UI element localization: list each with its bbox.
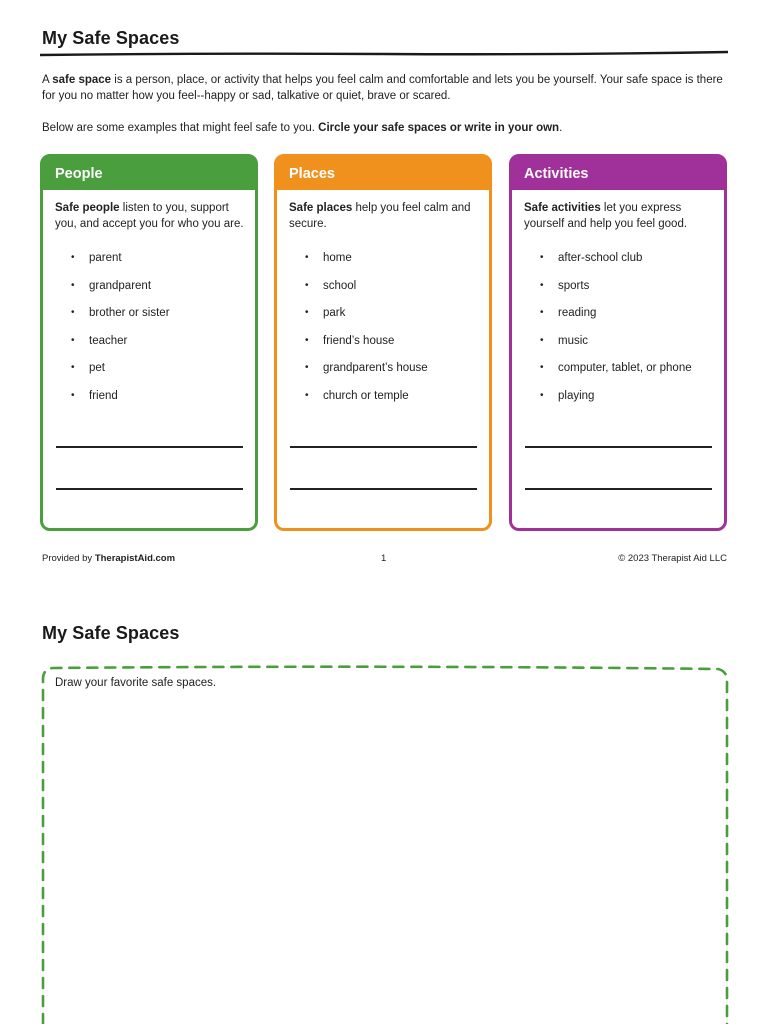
card-description-activities: Safe activities let you express yourself and help you feel good.: [524, 202, 688, 230]
intro-text: [42, 72, 730, 136]
write-in-line[interactable]: [56, 446, 243, 448]
card-header-people: People: [43, 157, 255, 190]
drawing-area[interactable]: [38, 663, 730, 1024]
list-item[interactable]: • parent: [71, 250, 255, 278]
write-in-line[interactable]: [56, 488, 243, 490]
card-header-activities: Activities: [512, 157, 724, 190]
list-item[interactable]: • home: [305, 250, 489, 278]
list-item[interactable]: • brother or sister: [71, 305, 255, 333]
footer-provided-by: Provided by TherapistAid.com: [42, 553, 176, 564]
list-item[interactable]: • reading: [540, 305, 724, 333]
list-item[interactable]: • sports: [540, 278, 724, 306]
write-in-line[interactable]: [525, 446, 712, 448]
list-item[interactable]: • playing: [540, 388, 724, 416]
list-item[interactable]: • pet: [71, 360, 255, 388]
list-activities: [512, 250, 724, 415]
list-item[interactable]: • friend: [71, 388, 255, 416]
list-item[interactable]: • friend’s house: [305, 333, 489, 361]
intro-paragraph-1: A safe space is a person, place, or activity that helps you feel calm and comfortable and lets you be yourself. Your safe space is there for you no matter how you feel--happy or sad, talkative or quiet, brave or scared.: [42, 74, 723, 102]
list-item[interactable]: • teacher: [71, 333, 255, 361]
card-description-places: Safe places help you feel calm and secure.: [289, 202, 471, 230]
list-item[interactable]: • grandparent: [71, 278, 255, 306]
list-item[interactable]: • church or temple: [305, 388, 489, 416]
intro-paragraph-2: Below are some examples that might feel safe to you. Circle your safe spaces or write in your own.: [42, 122, 563, 134]
page-number: 1: [381, 553, 387, 564]
card-activities: [509, 154, 727, 531]
card-places: [274, 154, 492, 531]
write-in-line[interactable]: [525, 488, 712, 490]
title-underline: [40, 50, 728, 58]
copyright: © 2023 Therapist Aid LLC: [618, 553, 727, 564]
card-description-people: Safe people listen to you, support you, and accept you for who you are.: [55, 202, 244, 230]
card-header-places: Places: [277, 157, 489, 190]
page-title-2: My Safe Spaces: [42, 623, 180, 643]
list-item[interactable]: • grandparent’s house: [305, 360, 489, 388]
list-item[interactable]: • school: [305, 278, 489, 306]
list-places: [277, 250, 489, 415]
write-in-line[interactable]: [290, 488, 477, 490]
list-item[interactable]: • music: [540, 333, 724, 361]
page-title: My Safe Spaces: [42, 28, 180, 48]
write-in-line[interactable]: [290, 446, 477, 448]
list-item[interactable]: • computer, tablet, or phone: [540, 360, 724, 388]
list-item[interactable]: • after-school club: [540, 250, 724, 278]
provider-link[interactable]: TherapistAid.com: [94, 553, 176, 564]
list-item[interactable]: • park: [305, 305, 489, 333]
draw-prompt: Draw your favorite safe spaces.: [55, 677, 217, 689]
list-people: [43, 250, 255, 415]
card-people: [40, 154, 258, 531]
